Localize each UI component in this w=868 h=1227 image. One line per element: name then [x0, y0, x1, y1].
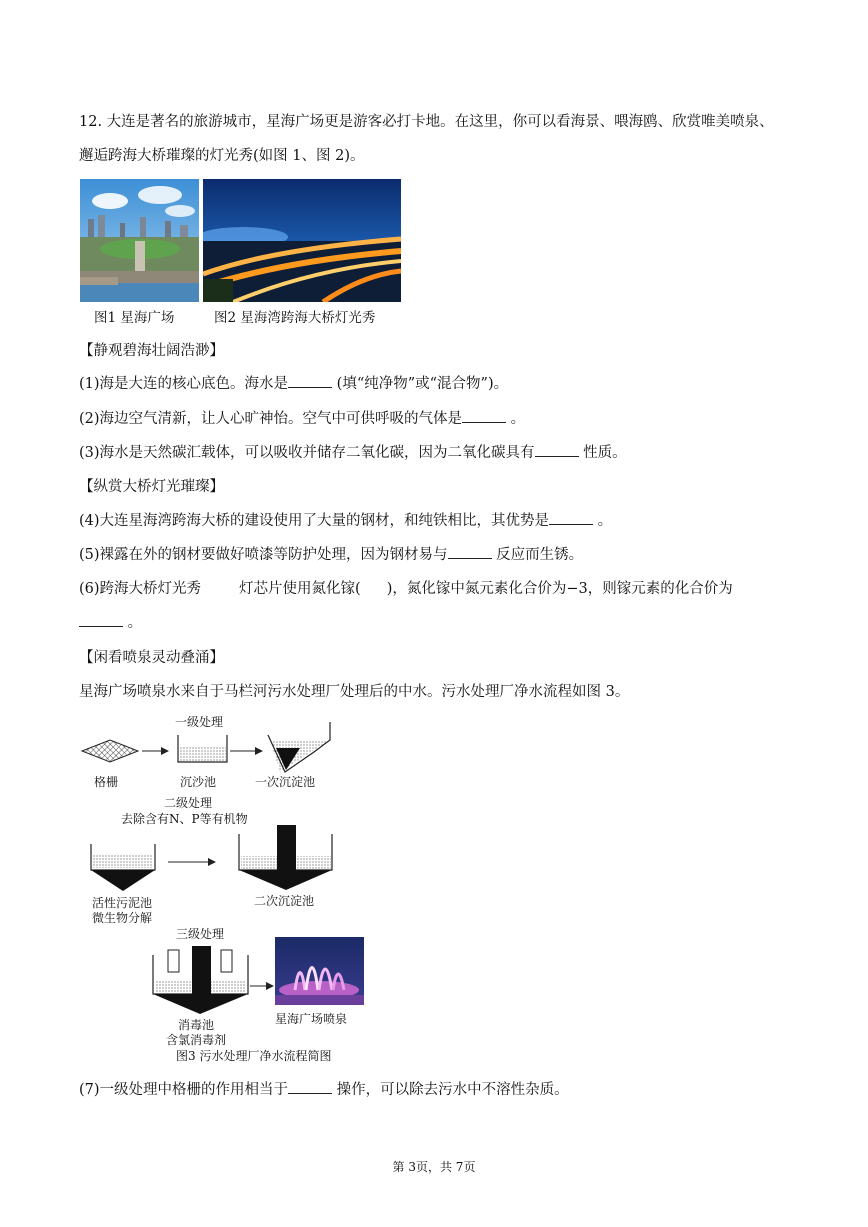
stage1-label: 一级处理: [175, 715, 224, 729]
fountain-photo: [275, 937, 364, 1005]
fig3-caption: 图3 污水处理厂净水流程简图: [176, 1049, 332, 1063]
q6-text-b: 灯芯片使用氮化镓(: [239, 581, 361, 597]
q3-text-end: 性质。: [578, 445, 627, 461]
activated-sludge-tank-icon: [91, 844, 155, 891]
fig1-caption: 图1 星海广场: [94, 310, 175, 326]
activated-tank-description: 微生物分解: [92, 911, 153, 925]
stage3-label: 三级处理: [176, 927, 225, 941]
fig2-caption: 图2 星海湾跨海大桥灯光秀: [214, 310, 376, 326]
q7: [79, 1080, 569, 1100]
q5-text: (5)裸露在外的钢材要做好喷漆等防护处理，因为钢材易与: [79, 547, 448, 563]
question-intro-line1: 12. 大连是著名的旅游城市，星海广场更是游客必打卡地。在这里，你可以看海景、喂海鸥、欣赏唯美喷泉、: [79, 114, 774, 130]
page-footer: 第 3页，共 7页: [392, 1160, 476, 1174]
q2-text-end: 。: [506, 411, 526, 427]
q3-text: (3)海水是天然碳汇载体，可以吸收并储存二氧化碳，因为二氧化碳具有: [79, 445, 535, 461]
q7-answer-blank[interactable]: [288, 1080, 332, 1094]
secondary-tank-label: 二次沉淀池: [254, 894, 315, 908]
q5-text-end: 反应而生锈。: [491, 547, 584, 563]
disinfection-tank-description: 含氯消毒剂: [166, 1033, 227, 1047]
grating-label: 格栅: [94, 775, 119, 789]
q6-text-a: (6)跨海大桥灯光秀: [79, 581, 202, 597]
q6-text-end: 。: [123, 615, 143, 631]
grit-tank-label: 沉沙池: [180, 775, 217, 789]
primary-tank-icon: [268, 722, 330, 772]
section1-heading: 【静观碧海壮阔浩渺】: [79, 343, 224, 359]
secondary-tank-icon: [239, 825, 332, 890]
q1-text-end: (填“纯净物”或“混合物”)。: [332, 376, 509, 392]
q7-text: (7)一级处理中格栅的作用相当于: [79, 1082, 289, 1098]
section3-heading: 【闲看喷泉灵动叠涌】: [79, 650, 224, 666]
fountain-label: 星海广场喷泉: [275, 1012, 348, 1026]
primary-tank-label: 一次沉淀池: [255, 775, 316, 789]
activated-tank-label: 活性污泥池: [92, 896, 153, 910]
question-intro-line2: 邂逅跨海大桥璀璨的灯光秀(如图 1、图 2)。: [79, 148, 365, 164]
q6-text-c: )，氮化镓中氮元素化合价为−3，则镓元素的化合价为: [386, 581, 733, 597]
q4-text: (4)大连星海湾跨海大桥的建设使用了大量的钢材，和纯铁相比，其优势是: [79, 513, 550, 529]
section2-heading: 【纵赏大桥灯光璀璨】: [79, 479, 224, 495]
q4-text-end: 。: [593, 513, 613, 529]
q1-text: (1)海是大连的核心底色。海水是: [79, 376, 289, 392]
stage2-label: 二级处理: [164, 796, 213, 810]
section3-intro: 星海广场喷泉水来自于马栏河污水处理厂处理后的中水。污水处理厂净水流程如图 3。: [79, 684, 630, 700]
grating-icon: [82, 740, 138, 762]
q7-text-end: 操作，可以除去污水中不溶性杂质。: [332, 1082, 569, 1098]
stage2-description: 去除含有N、P等有机物: [121, 812, 248, 826]
disinfection-tank-icon: [153, 946, 248, 1014]
disinfection-tank-label: 消毒池: [178, 1018, 215, 1032]
grit-tank-icon: [178, 735, 227, 762]
q2-text: (2)海边空气清新，让人心旷神怡。空气中可供呼吸的气体是: [79, 411, 463, 427]
